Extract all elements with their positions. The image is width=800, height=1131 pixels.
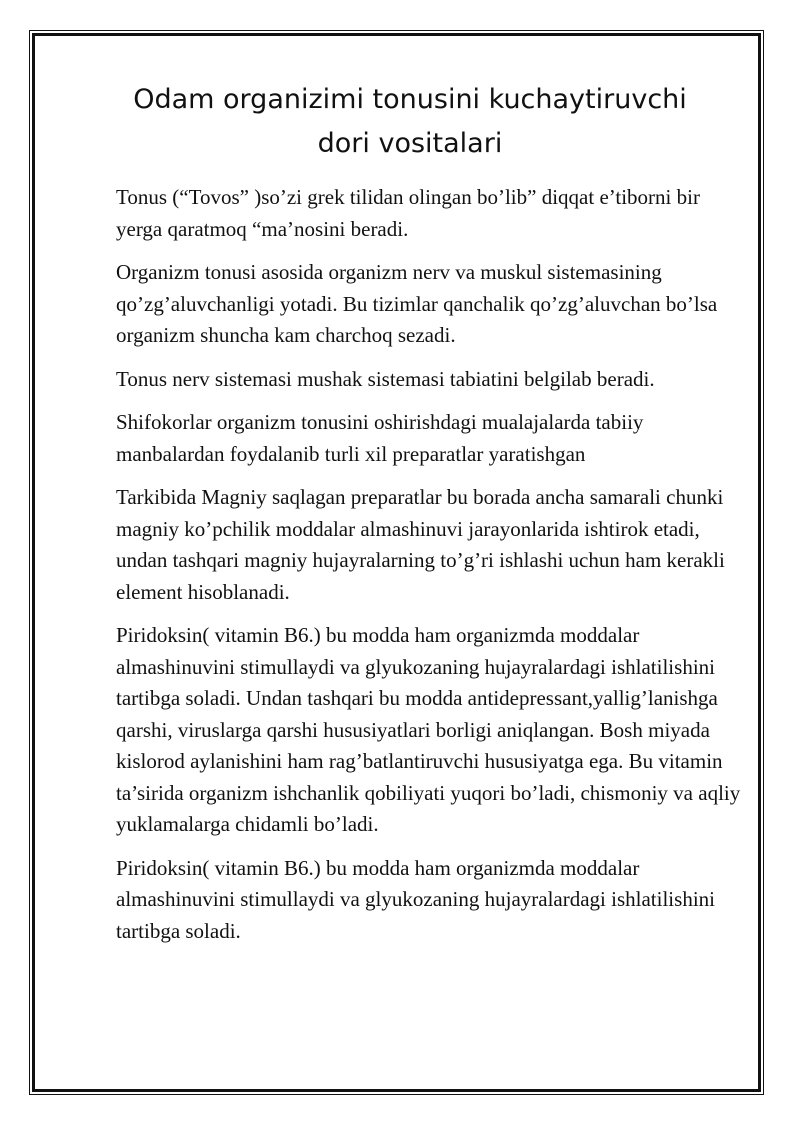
document-body xyxy=(116,182,746,959)
document-title xyxy=(60,78,760,166)
paragraph-2: Organizm tonusi asosida organizm nerv va muskul sistemasining qo’zg’aluvchanligi yotadi. Bu tizimlar qanchalik qo’zg’aluvchan bo’lsa organizm shuncha kam charchoq sezadi. xyxy=(116,260,718,347)
title-line-2: dori vositalari xyxy=(317,128,503,159)
paragraph-3: Tonus nerv sistemasi mushak sistemasi tabiatini belgilab beradi. xyxy=(116,366,655,391)
paragraph-4: Shifokorlar organizm tonusini oshirishdagi mualajalarda tabiiy manbalardan foydalanib turli xil preparatlar yaratishgan xyxy=(116,410,644,466)
title-line-1: Odam organizimi tonusini kuchaytiruvchi xyxy=(133,84,687,115)
paragraph-1: Tonus (“Tovos” )so’zi grek tilidan olingan bo’lib” diqqat e’tiborni bir yerga qaratmoq “ma’nosini beradi. xyxy=(116,185,700,241)
paragraph-5: Tarkibida Magniy saqlagan preparatlar bu borada ancha samarali chunki magniy ko’pchilik moddalar almashinuvi jarayonlarida ishtirok etadi, undan tashqari magniy hujayralarning to’g’ri ishlashi uchun ham kerakli element hisoblanadi. xyxy=(116,485,725,604)
paragraph-7: Piridoksin( vitamin B6.) bu modda ham organizmda moddalar almashinuvini stimullaydi va glyukozaning hujayralardagi ishlatilishini tartibga soladi. xyxy=(116,855,715,943)
paragraph-6: Piridoksin( vitamin B6.) bu modda ham organizmda moddalar almashinuvini stimullaydi va glyukozaning hujayralardagi ishlatilishini tartibga soladi. Undan tashqari bu modda antidepressant,yallig’lanishga qarshi, viruslarga qarshi hususiyatlari borligi aniqlangan. Bosh miyada kislorod aylanishini ham rag’batlantiruvchi hususiyatga ega. Bu vitamin ta’sirida organizm ishchanlik qobiliyati yuqori bo’ladi, chismoniy va aqliy yuklamalarga chidamli bo’ladi. xyxy=(116,623,741,836)
